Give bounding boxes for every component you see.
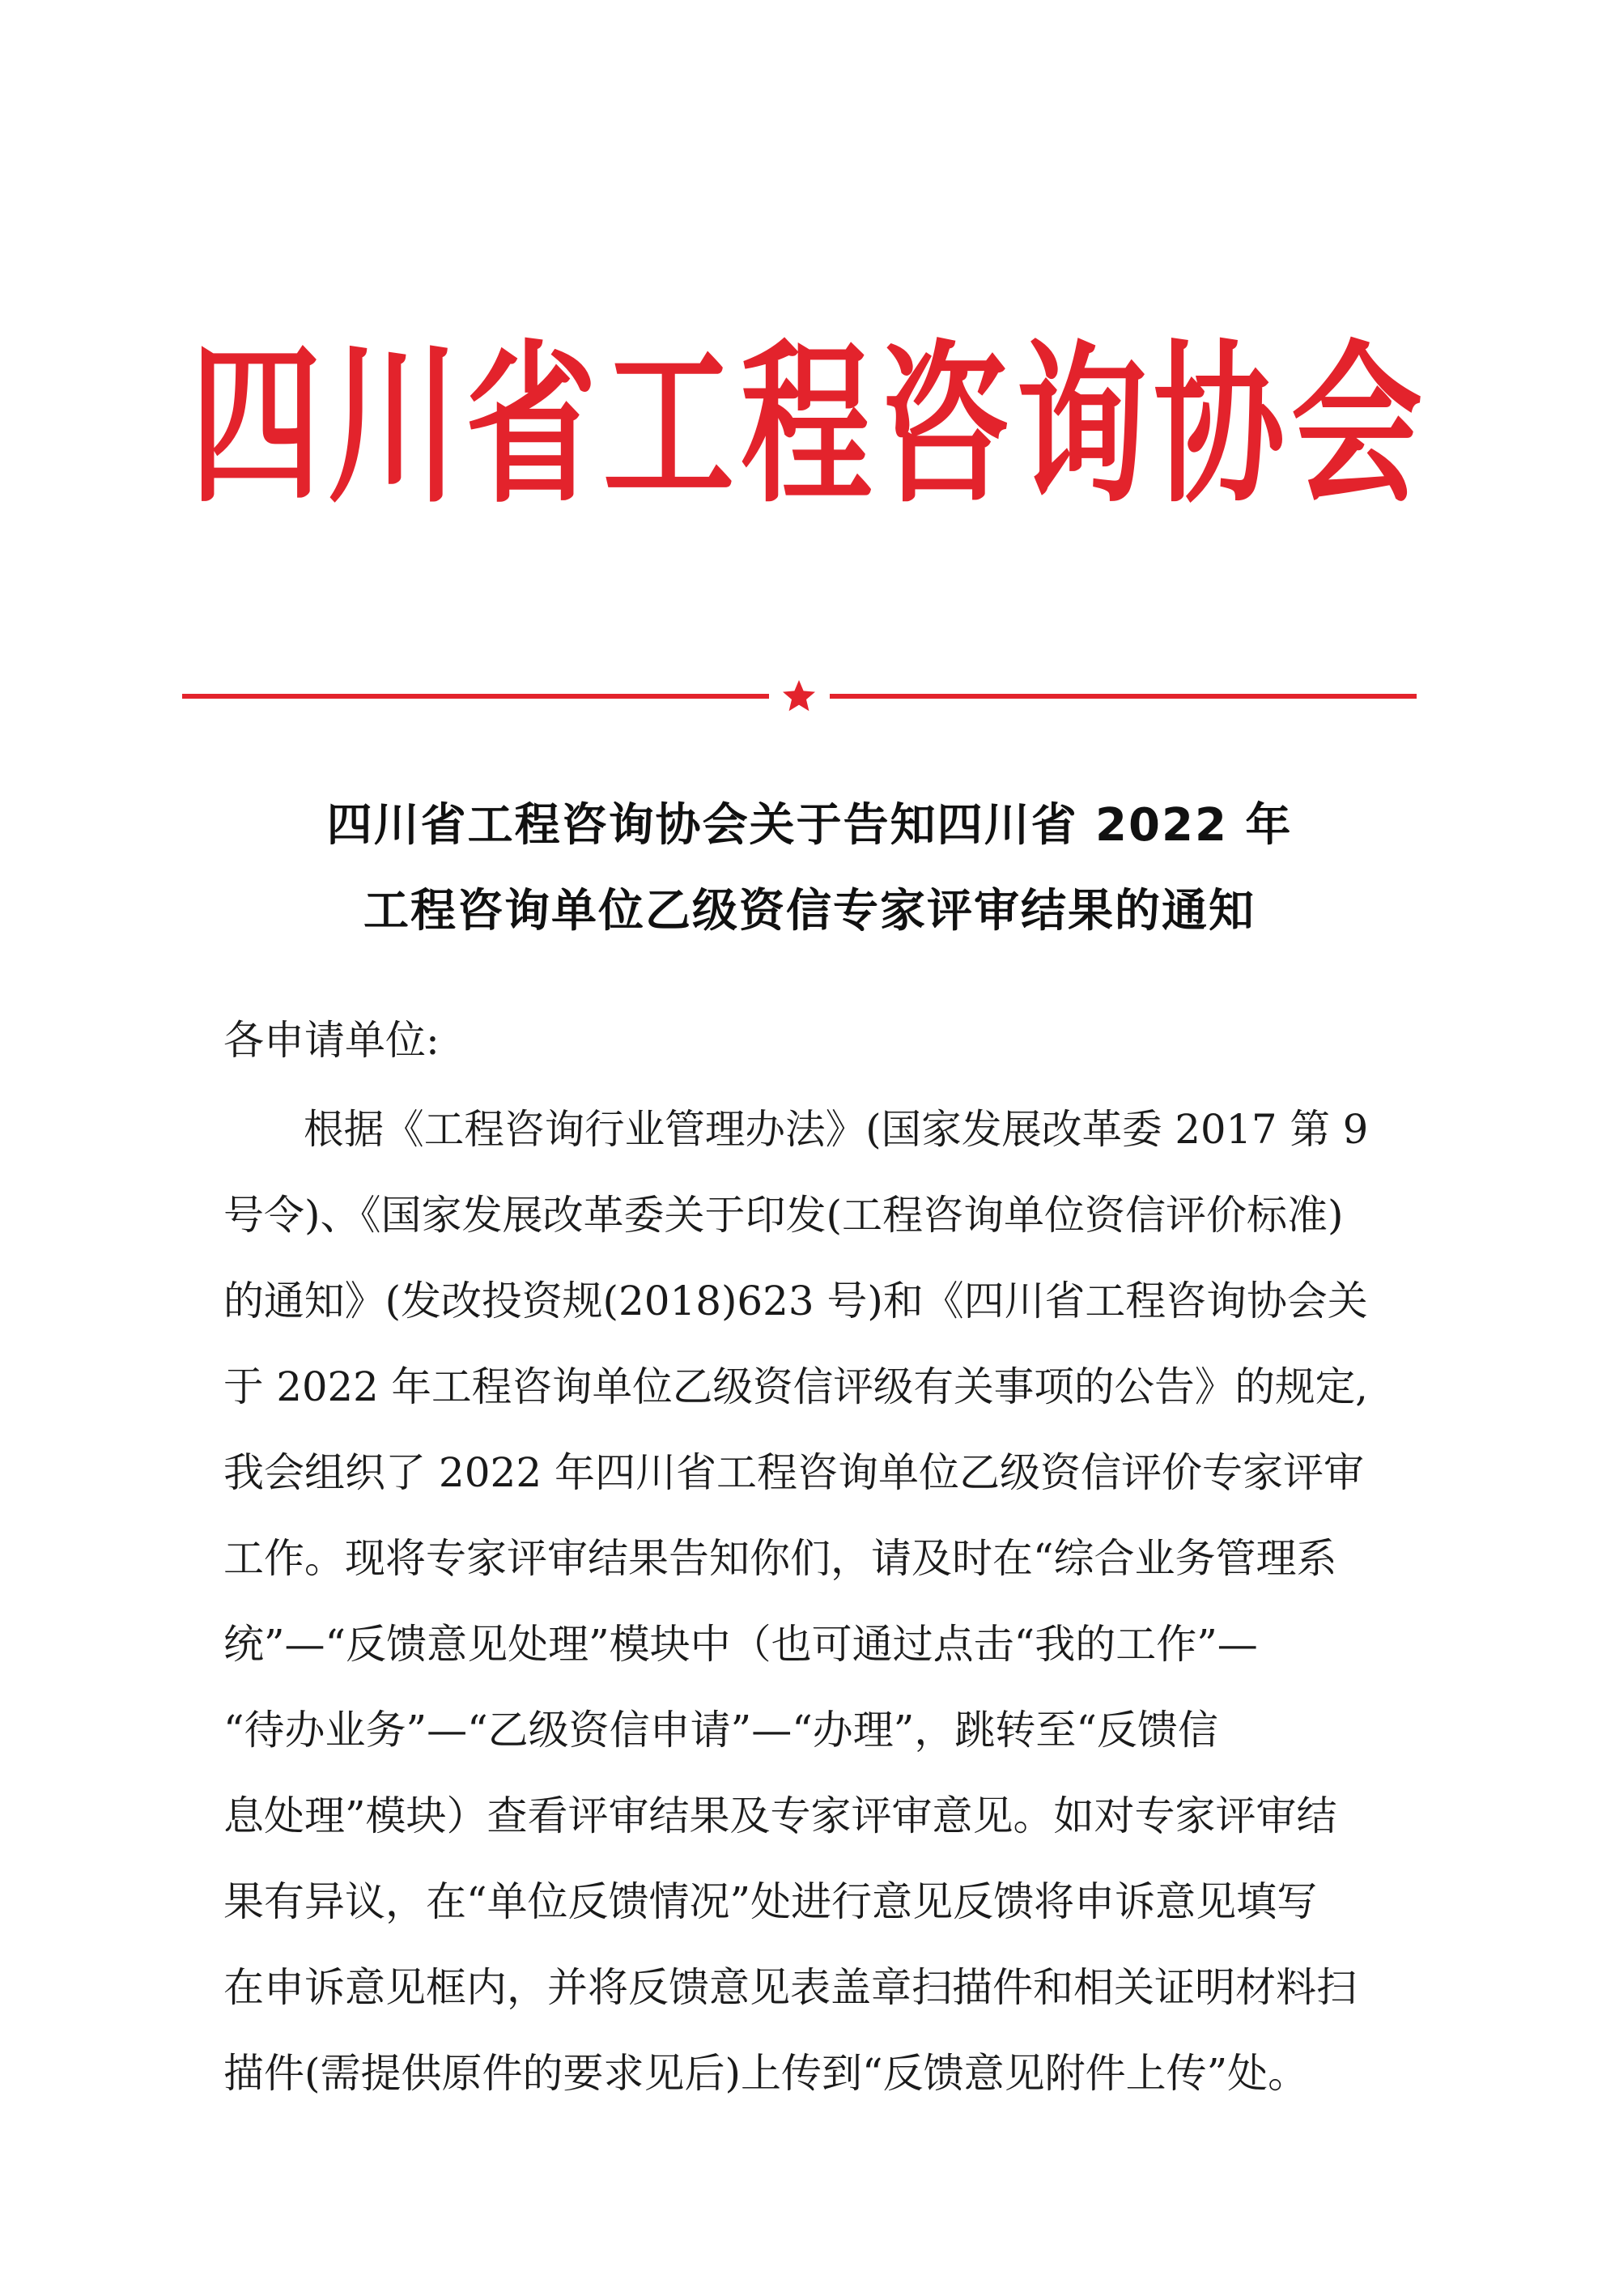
body-line-12: 描件(需提供原件的要求见后)上传到“反馈意见附件上传”处。 [223,2050,1309,2097]
body-line-11: 在申诉意见框内，并将反馈意见表盖章扫描件和相关证明材料扫 [223,1964,1357,2011]
body-line-2: 号令)、《国家发展改革委关于印发(工程咨询单位资信评价标准) [223,1192,1344,1239]
notice-title-line-1: 四川省工程咨询协会关于告知四川省 2022 年 [326,799,1293,852]
body-line-3: 的通知》(发改投资规(2018)623 号)和《四川省工程咨询协会关 [223,1278,1368,1324]
body-line-4: 于 2022 年工程咨询单位乙级资信评级有关事项的公告》的规定, [223,1363,1368,1410]
star-icon [783,680,815,711]
body-line-8: “待办业务”—“乙级资信申请”—“办理”，跳转至“反馈信 [223,1707,1218,1754]
letterhead-divider [182,680,1417,712]
letterhead-org-name: 四川省工程咨询协会 [190,325,1429,527]
body-line-5: 我会组织了 2022 年四川省工程咨询单位乙级资信评价专家评审 [223,1449,1365,1496]
body-line-6: 工作。现将专家评审结果告知你们，请及时在“综合业务管理系 [223,1535,1337,1582]
body-line-9: 息处理”模块）查看评审结果及专家评审意见。如对专家评审结 [223,1792,1337,1839]
body-line-1: 根据《工程咨询行业管理办法》(国家发展改革委 2017 第 9 [304,1106,1369,1153]
body-line-7: 统”—“反馈意见处理”模块中（也可通过点击“我的工作”— [223,1621,1258,1668]
notice-title-line-2: 工程咨询单位乙级资信专家评审结果的通知 [363,885,1256,938]
salutation: 各申请单位: [223,1017,440,1064]
body-line-10: 果有异议，在“单位反馈情况”处进行意见反馈将申诉意见填写 [223,1878,1318,1925]
